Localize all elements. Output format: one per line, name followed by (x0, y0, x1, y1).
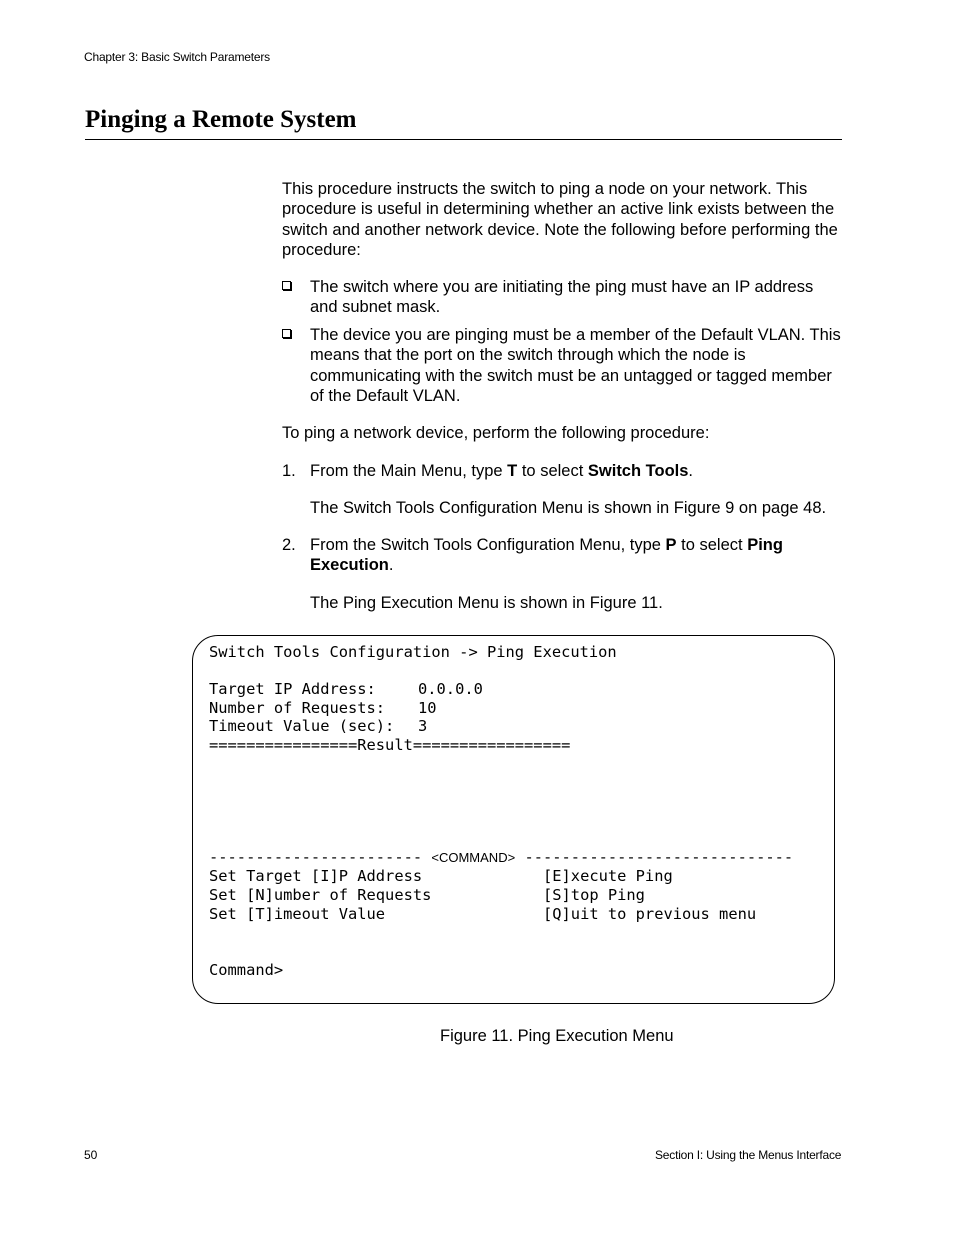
command-label: <COMMAND> (431, 850, 516, 865)
command-prompt: Command> (209, 961, 284, 979)
timeout-value: 3 (418, 717, 428, 735)
step-text: From the Switch Tools Configuration Menu, type P to select Ping Execution. (310, 536, 783, 575)
command-divider: ----------------------- <COMMAND> ----------------------------- (209, 848, 794, 866)
step-note: The Switch Tools Configuration Menu is shown in Figure 9 on page 48. (310, 499, 827, 517)
page-number: 50 (84, 1148, 98, 1162)
title-rule (85, 139, 842, 140)
result-divider: ================Result================= (209, 736, 571, 754)
intro-paragraph: This procedure instructs the switch to ping a node on your network. This procedure is useful in determining whether an active link exists between the switch and another network device. Note the following before performing the procedure: (282, 180, 838, 260)
command-stop-ping: [S]top Ping (543, 886, 645, 904)
terminal-title: Switch Tools Configuration -> Ping Execution (209, 643, 617, 661)
procedure-intro: To ping a network device, perform the following procedure: (282, 424, 710, 442)
checkbox-bullet-icon (282, 281, 291, 290)
step-number: 1. (282, 462, 296, 480)
target-ip-value: 0.0.0.0 (418, 680, 483, 698)
command-execute-ping: [E]xecute Ping (543, 867, 673, 885)
step-option: Ping Execution (310, 536, 783, 575)
step-text: From the Main Menu, type T to select Switch Tools. (310, 462, 694, 480)
footer-section: Section I: Using the Menus Interface (655, 1148, 842, 1162)
requests-value: 10 (418, 699, 437, 717)
section-title: Pinging a Remote System (85, 106, 357, 133)
bullet-text: The device you are pinging must be a member of the Default VLAN. This means that the port on the switch through which the node is communicating with the switch must be an untagged or tagged member of the Default VLAN. (310, 326, 841, 406)
command-quit: [Q]uit to previous menu (543, 905, 757, 923)
command-set-ip: Set Target [I]P Address (209, 867, 423, 885)
checkbox-bullet-icon (282, 329, 291, 338)
step-option: Switch Tools (587, 462, 689, 480)
step-key: T (507, 462, 518, 480)
figure-caption: Figure 11. Ping Execution Menu (440, 1027, 674, 1045)
bullet-text: The switch where you are initiating the ping must have an IP address and subnet mask. (310, 278, 814, 317)
target-ip-label: Target IP Address: (209, 680, 376, 698)
command-set-timeout: Set [T]imeout Value (209, 905, 386, 923)
step-note: The Ping Execution Menu is shown in Figure 11. (310, 594, 663, 612)
running-header: Chapter 3: Basic Switch Parameters (84, 50, 270, 64)
timeout-label: Timeout Value (sec): (209, 717, 395, 735)
step-key: P (665, 536, 677, 554)
command-set-requests: Set [N]umber of Requests (209, 886, 432, 904)
requests-label: Number of Requests: (209, 699, 386, 717)
step-number: 2. (282, 536, 296, 554)
